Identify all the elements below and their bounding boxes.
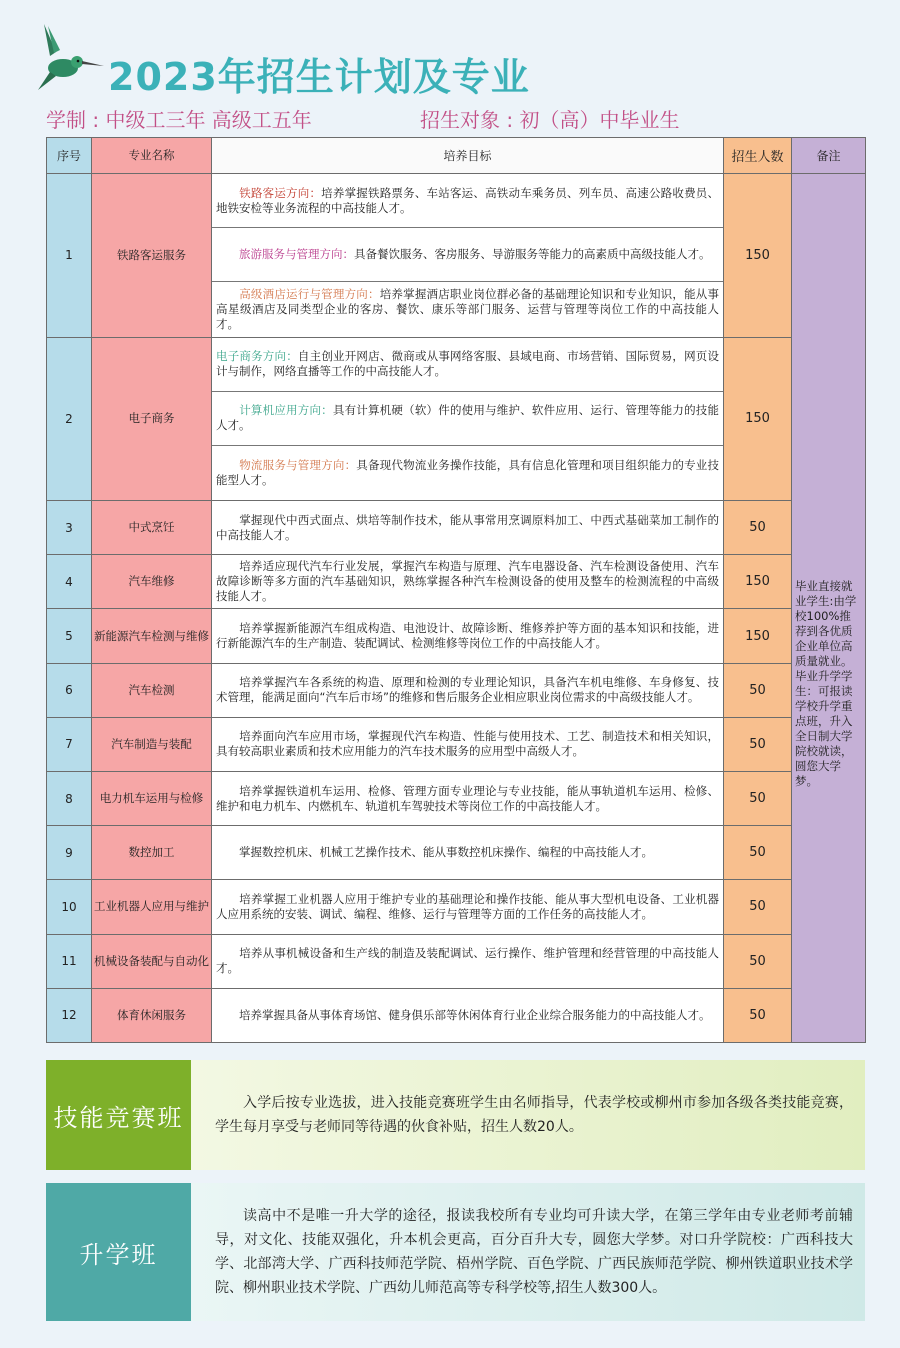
header-major: 专业名称 <box>92 138 212 174</box>
table-row <box>47 555 866 609</box>
table-row <box>47 663 866 717</box>
page-title: 2023年招生计划及专业 <box>108 55 530 99</box>
goal-keyword: 物流服务与管理方向： <box>239 457 357 472</box>
skills-class-body <box>191 1060 865 1170</box>
goal-text: 培养掌握汽车各系统的构造、原理和检测的专业理论知识，具备汽车机电维修、车身修复、技术管理，能满足面向“汽车后市场”的维修和售后服务企业相应职业岗位需求的中高级技能人才。 <box>216 675 719 705</box>
row-goal <box>212 988 724 1042</box>
college-class-body <box>191 1183 865 1321</box>
table-row <box>47 771 866 825</box>
row-major: 中式烹饪 <box>92 501 212 555</box>
row-no: 9 <box>47 826 92 880</box>
row-goal <box>212 771 724 825</box>
row-no: 3 <box>47 501 92 555</box>
goal-text: 掌握数控机床、机械工艺操作技术、能从事数控机床操作、编程的中高技能人才。 <box>239 845 653 860</box>
table-row <box>47 988 866 1042</box>
row-goal <box>212 663 724 717</box>
row-goal <box>212 717 724 771</box>
row-no: 6 <box>47 663 92 717</box>
goal-text: 培养掌握具备从事体育场馆、健身俱乐部等休闲体育行业企业综合服务能力的中高技能人才。 <box>239 1007 711 1022</box>
row-no: 10 <box>47 880 92 934</box>
goal-keyword: 高级酒店运行与管理方向： <box>239 286 380 301</box>
hummingbird-logo <box>30 22 110 92</box>
sub-goal <box>212 174 723 228</box>
row-major: 汽车维修 <box>92 555 212 609</box>
row-count: 150 <box>724 555 792 609</box>
table-row <box>47 826 866 880</box>
row-goal <box>212 555 724 609</box>
goal-text: 培养适应现代汽车行业发展，掌握汽车构造与原理、汽车电器设备、汽车检测设备使用、汽车故障诊断等多方面的汽车基础知识，熟练掌握各种汽车检测设备的使用及整车的检测流程的中高级技能人才。 <box>216 559 719 604</box>
goal-text: 具有计算机硬（软）件的使用与维护、软件应用、运行、管理等能力的技能人才。 <box>216 403 720 433</box>
row-major: 机械设备装配与自动化 <box>92 934 212 988</box>
row-count: 50 <box>724 988 792 1042</box>
row-count: 50 <box>724 501 792 555</box>
header-no: 序号 <box>47 138 92 174</box>
row-goal <box>212 337 724 501</box>
row-count: 50 <box>724 717 792 771</box>
goal-text: 培养面向汽车应用市场，掌握现代汽车构造、性能与使用技术、工艺、制造技术和相关知识，具有较高职业素质和技术应用能力的汽车技术服务的应用型中高级人才。 <box>216 729 719 759</box>
table-header-row <box>47 138 866 174</box>
row-goal <box>212 609 724 663</box>
sub-goal <box>212 228 723 282</box>
row-major: 工业机器人应用与维护 <box>92 880 212 934</box>
note-text: 毕业直接就业学生:由学校100%推荐到各优质企业单位高质量就业。 毕业升学学生：可报读学校升学重点班，升入全日制大学院校就读，圆您大学梦。 <box>795 579 857 788</box>
sub-goal <box>212 282 723 336</box>
row-no: 12 <box>47 988 92 1042</box>
table-row <box>47 174 866 338</box>
row-no: 4 <box>47 555 92 609</box>
sub-goal <box>212 446 723 500</box>
goal-text: 培养掌握新能源汽车组成构造、电池设计、故障诊断、维修养护等方面的基本知识和技能，进行新能源汽车的生产制造、装配调试、检测维修等岗位工作的中高技能人才。 <box>216 621 719 651</box>
goal-text: 自主创业开网店、微商或从事网络客服、县域电商、市场营销、国际贸易，网页设计与制作，网络直播等工作的中高技能人才。 <box>216 349 720 379</box>
row-goal <box>212 934 724 988</box>
row-major: 电子商务 <box>92 337 212 501</box>
sub-goal <box>212 392 723 446</box>
row-major: 汽车制造与装配 <box>92 717 212 771</box>
row-major: 电力机车运用与检修 <box>92 771 212 825</box>
row-count: 150 <box>724 609 792 663</box>
header-goal: 培养目标 <box>212 138 724 174</box>
goal-text: 培养从事机械设备和生产线的制造及装配调试、运行操作、维护管理和经营管理的中高技能人才。 <box>216 946 719 976</box>
row-major: 新能源汽车检测与维修 <box>92 609 212 663</box>
goal-text: 具备餐饮服务、客房服务、导游服务等能力的高素质中高级技能人才。 <box>354 247 711 262</box>
goal-keyword: 铁路客运方向： <box>239 185 322 200</box>
goal-text: 具备现代物流业务操作技能，具有信息化管理和项目组织能力的专业技能型人才。 <box>216 457 719 487</box>
table-row <box>47 717 866 771</box>
row-goal <box>212 501 724 555</box>
goal-keyword: 计算机应用方向： <box>239 403 333 418</box>
row-no: 11 <box>47 934 92 988</box>
row-no: 8 <box>47 771 92 825</box>
goal-text: 培养掌握酒店职业岗位群必备的基础理论知识和专业知识，能从事高星级酒店及同类型企业的客房、餐饮、康乐等部门服务、运营与管理等岗位工作的中高技能人才。 <box>216 286 720 331</box>
row-count: 150 <box>724 174 792 338</box>
row-goal <box>212 826 724 880</box>
college-class-text: 读高中不是唯一升大学的途径，报读我校所有专业均可升读大学，在第三学年由专业老师考前辅导，对文化、技能双强化，升本机会更高，百分百升大专，圆您大学梦。对口升学院校：广西科技大学、北部湾大学、广西科技师范学院、梧州学院、百色学院、广西民族师范学院、柳州铁道职业技术学院、柳州职业技术学院、广西幼儿师范高等专科学校等,招生人数300人。 <box>215 1208 853 1296</box>
target-info: 招生对象 : 初（高）中毕业生 <box>420 108 680 132</box>
sub-goal <box>212 338 723 392</box>
row-count: 50 <box>724 934 792 988</box>
goal-text: 培养掌握铁道机车运用、检修、管理方面专业理论与专业技能，能从事轨道机车运用、检修、维护和电力机车、内燃机车、轨道机车驾驶技术等岗位工作的中高技能人才。 <box>216 783 719 813</box>
row-no: 1 <box>47 174 92 338</box>
table-row <box>47 934 866 988</box>
row-count: 50 <box>724 880 792 934</box>
college-class-label: 升学班 <box>46 1183 191 1321</box>
table-row <box>47 609 866 663</box>
header-note: 备注 <box>792 138 866 174</box>
row-count: 50 <box>724 826 792 880</box>
skills-class-label: 技能竞赛班 <box>46 1060 191 1170</box>
row-major: 汽车检测 <box>92 663 212 717</box>
goal-text: 培养掌握铁路票务、车站客运、高铁动车乘务员、列车员、高速公路收费员、地铁安检等业务流程的中高技能人才。 <box>216 185 720 215</box>
row-goal <box>212 174 724 338</box>
row-no: 2 <box>47 337 92 501</box>
row-major: 数控加工 <box>92 826 212 880</box>
goal-text: 培养掌握工业机器人应用于维护专业的基础理论和操作技能、能从事大型机电设备、工业机器人应用系统的安装、调试、编程、维修、运行与管理等方面的工作任务的高技能人才。 <box>216 891 719 921</box>
college-class-band <box>46 1183 865 1321</box>
schooling-info: 学制 : 中级工三年 高级工五年 <box>46 108 312 132</box>
note-cell <box>792 174 866 1043</box>
enrollment-table <box>46 137 866 1043</box>
skills-class-band <box>46 1060 865 1170</box>
row-major: 体育休闲服务 <box>92 988 212 1042</box>
row-no: 5 <box>47 609 92 663</box>
row-count: 150 <box>724 337 792 501</box>
row-count: 50 <box>724 663 792 717</box>
table-row <box>47 501 866 555</box>
row-no: 7 <box>47 717 92 771</box>
row-count: 50 <box>724 771 792 825</box>
table-row <box>47 880 866 934</box>
header-count: 招生人数 <box>724 138 792 174</box>
goal-keyword: 电子商务方向： <box>216 349 298 364</box>
row-major: 铁路客运服务 <box>92 174 212 338</box>
goal-keyword: 旅游服务与管理方向： <box>239 247 354 262</box>
row-goal <box>212 880 724 934</box>
skills-class-text: 入学后按专业选拔，进入技能竞赛班学生由名师指导，代表学校或柳州市参加各级各类技能竞赛，学生每月享受与老师同等待遇的伙食补贴，招生人数20人。 <box>215 1095 853 1135</box>
table-row <box>47 337 866 501</box>
goal-text: 掌握现代中西式面点、烘培等制作技术，能从事常用烹调原料加工、中西式基础菜加工制作的中高技能人才。 <box>216 512 719 542</box>
